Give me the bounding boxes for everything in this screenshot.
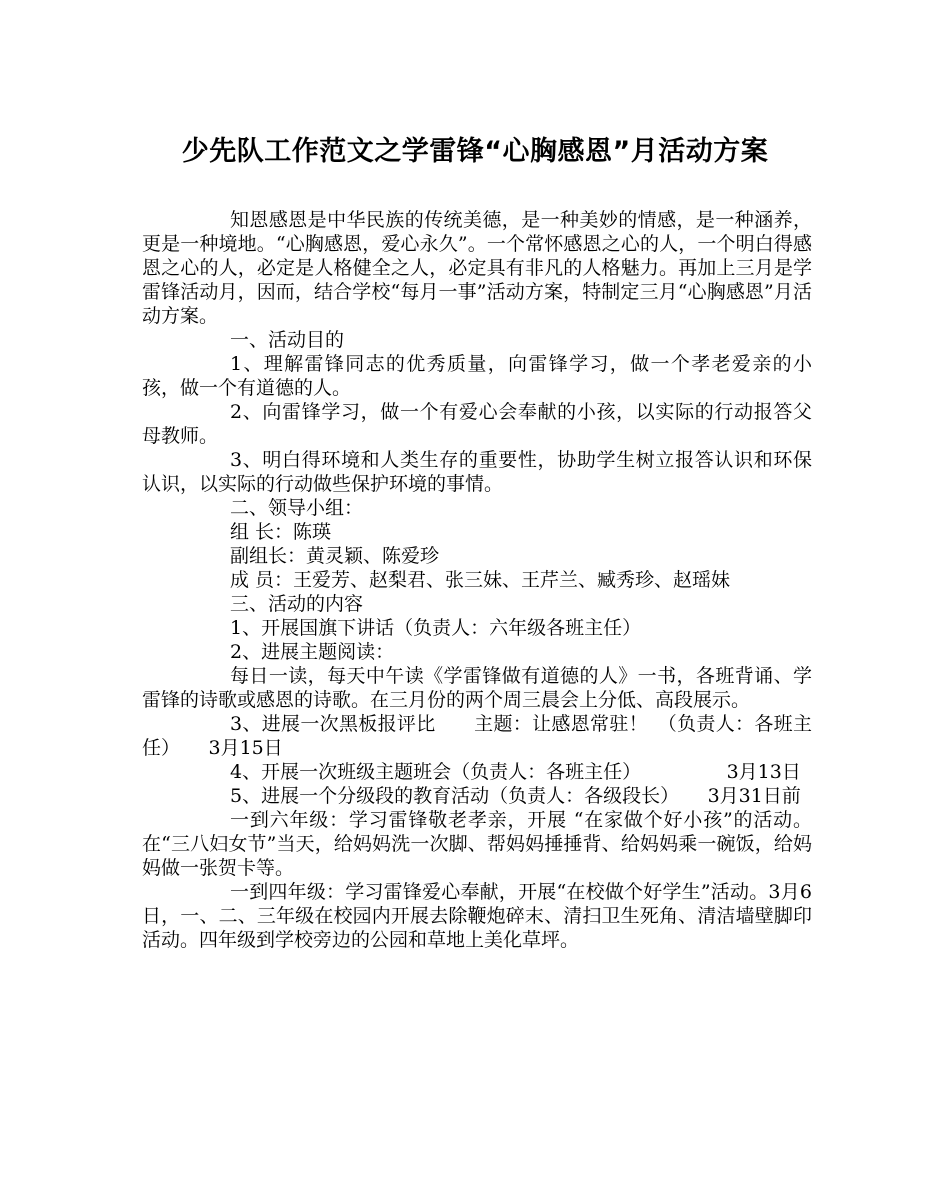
paragraph-purpose-3: 3、明白得环境和人类生存的重要性，协助学生树立报答认识和环保认识，以实际的行动做些保护环境的事情。 xyxy=(142,449,812,495)
paragraph-content-2: 2、进展主题阅读： xyxy=(230,641,395,663)
paragraph-purpose-2: 2、向雷锋学习，做一个有爱心会奉献的小孩，以实际的行动报答父母教师。 xyxy=(142,401,812,447)
document-title: 少先队工作范文之学雷锋“心胸感恩”月活动方案 xyxy=(181,136,769,167)
paragraph-deputy-leaders: 副组长：黄灵颖、陈爱珍 xyxy=(230,545,440,567)
paragraph-members: 成 员：王爱芳、赵梨君、张三妹、王芹兰、臧秀珍、赵瑶妹 xyxy=(230,569,731,591)
paragraph-daily-reading: 每日一读，每天中午读《学雷锋做有道德的人》一书，各班背诵、学雷锋的诗歌或感恩的诗歌。在三月份的两个周三晨会上分低、高段展示。 xyxy=(142,665,812,711)
heading-leadership-group: 二、领导小组： xyxy=(230,497,364,519)
paragraph-grades-1-6: 一到六年级：学习雷锋敬老孝亲，开展 “在家做个好小孩”的活动。在“三八妇女节”当天，给妈妈洗一次脚、帮妈妈捶捶背、给妈妈乘一碗饭，给妈妈做一张贺卡等。 xyxy=(142,809,812,879)
paragraph-content-5: 5、进展一个分级段的教育活动（负责人：各级段长） 3月31日前 xyxy=(230,785,801,807)
paragraph-intro: 知恩感恩是中华民族的传统美德，是一种美妙的情感，是一种涵养，更是一种境地。“心胸感恩，爱心永久”。一个常怀感恩之心的人，一个明白得感恩之心的人，必定是人格健全之人，必定具有非凡的人格魅力。再加上三月是学雷锋活动月，因而，结合学校“每月一事”活动方案，特制定三月“心胸感恩”月活动方案。 xyxy=(142,209,812,327)
paragraph-content-3: 3、进展一次黑板报评比 主题：让感恩常驻！ （负责人：各班主任） 3月15日 xyxy=(142,713,812,759)
paragraph-purpose-1: 1、理解雷锋同志的优秀质量，向雷锋学习，做一个孝老爱亲的小孩，做一个有道德的人。 xyxy=(142,353,812,399)
paragraph-grades-1-4: 一到四年级：学习雷锋爱心奉献，开展“在校做个好学生”活动。3月6日，一、二、三年级在校园内开展去除鞭炮碎末、清扫卫生死角、清洁墙壁脚印活动。四年级到学校旁边的公园和草地上美化草坪。 xyxy=(142,881,812,951)
paragraph-content-1: 1、开展国旗下讲话（负责人：六年级各班主任） xyxy=(230,617,642,639)
heading-activity-purpose: 一、活动目的 xyxy=(230,329,345,351)
paragraph-content-4: 4、开展一次班级主题班会（负责人：各班主任） 3月13日 xyxy=(230,761,801,783)
document-body xyxy=(142,208,812,952)
paragraph-group-leader: 组 长：陈瑛 xyxy=(230,521,332,543)
heading-activity-content: 三、活动的内容 xyxy=(230,593,364,615)
